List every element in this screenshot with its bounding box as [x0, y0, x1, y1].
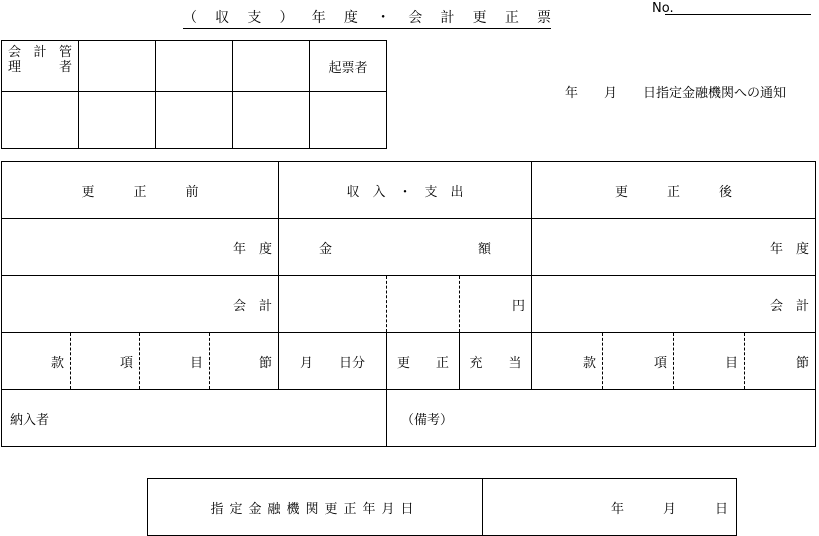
setsu-before-field[interactable]: 節 [210, 333, 279, 390]
bank-correction-date-label: 指定金融機関更正年月日 [148, 479, 483, 536]
accounting-manager-header [2, 41, 79, 92]
moku-before-field[interactable]: 目 [140, 333, 210, 390]
remarks-field[interactable]: （備考） [387, 390, 816, 447]
fiscal-year-after-field[interactable]: 年 度 [532, 219, 816, 276]
account-after-field[interactable]: 会 計 [532, 276, 816, 333]
number-label: No. [652, 1, 674, 16]
form-title: （収支）年度・会計更正票 [183, 8, 551, 29]
income-expense-header: 収 入 ・ 支 出 [279, 162, 532, 219]
amount-label-kin: 金 [319, 241, 333, 257]
correction-table [1, 161, 816, 447]
bank-correction-date-field[interactable]: 年 月 日 [483, 479, 737, 536]
stamp-cell[interactable] [2, 92, 79, 149]
account-before-field[interactable]: 会 計 [2, 276, 279, 333]
bank-correction-date-table [147, 478, 737, 536]
allocation-field[interactable]: 充 当 [460, 333, 532, 390]
fiscal-year-before-field[interactable]: 年 度 [2, 219, 279, 276]
stamp-cell[interactable] [156, 92, 233, 149]
stamp-cell[interactable] [233, 92, 310, 149]
before-correction-header: 更 正 前 [2, 162, 279, 219]
number-field-line[interactable] [665, 14, 811, 15]
correction-field[interactable]: 更 正 [387, 333, 460, 390]
stamp-cell[interactable] [79, 92, 156, 149]
stamp-header-cell [79, 41, 156, 92]
bank-notification-date: 年 月 日指定金融機関への通知 [565, 86, 787, 101]
amount-yen-cell[interactable]: 円 [460, 276, 532, 333]
amount-header [279, 219, 532, 276]
accounting-manager-label-line1: 会計管 [8, 45, 72, 60]
after-correction-header: 更 正 後 [532, 162, 816, 219]
setsu-after-field[interactable]: 節 [745, 333, 816, 390]
amount-label-gaku: 額 [477, 241, 491, 257]
payer-field[interactable]: 納入者 [2, 390, 387, 447]
kou-after-field[interactable]: 項 [603, 333, 674, 390]
kan-after-field[interactable]: 款 [532, 333, 603, 390]
kan-before-field[interactable]: 款 [2, 333, 71, 390]
amount-digit-cell[interactable] [387, 276, 460, 333]
approval-stamp-table [1, 40, 387, 149]
month-day-field[interactable]: 月 日分 [279, 333, 387, 390]
stamp-header-cell [233, 41, 310, 92]
stamp-cell[interactable] [310, 92, 387, 149]
amount-digit-cell[interactable] [279, 276, 387, 333]
stamp-header-cell [156, 41, 233, 92]
kou-before-field[interactable]: 項 [71, 333, 140, 390]
drafter-header: 起票者 [310, 41, 387, 92]
moku-after-field[interactable]: 目 [674, 333, 745, 390]
accounting-manager-label-line2: 理 者 [8, 60, 72, 75]
